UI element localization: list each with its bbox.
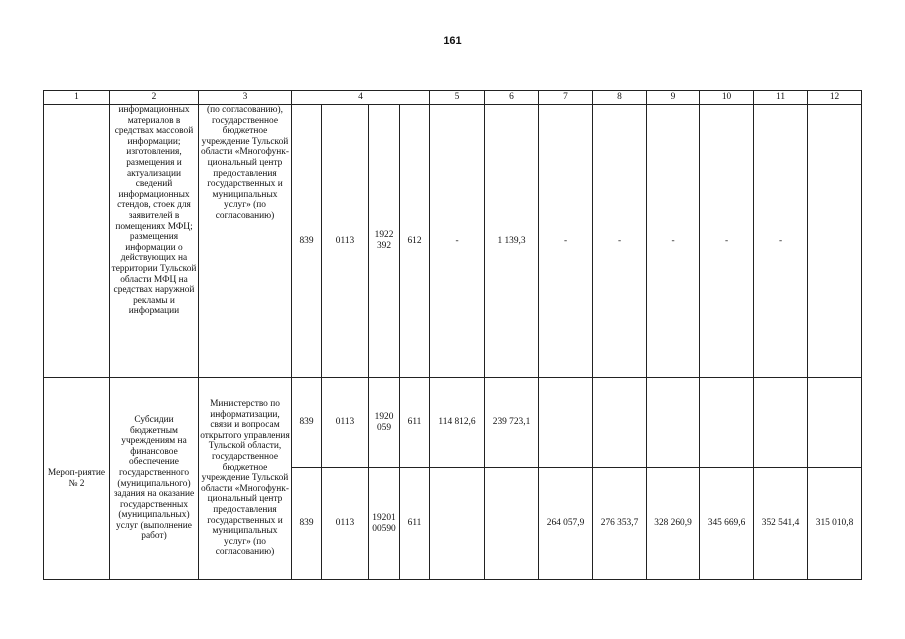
- value-cell: [485, 468, 539, 580]
- header-cell: 11: [754, 91, 808, 105]
- table-row: [44, 378, 862, 468]
- header-cell: 5: [430, 91, 485, 105]
- header-cell: 8: [593, 91, 647, 105]
- value-cell: 114 812,6: [430, 378, 485, 468]
- csr-cell: 1920 059: [369, 378, 400, 468]
- header-cell: 10: [700, 91, 754, 105]
- header-cell: 12: [808, 91, 862, 105]
- rzpr-cell: 0113: [322, 378, 369, 468]
- executor-cell: (по согласованию), государственное бюджетное учреждение Тульской области «Многофунк-циональный центр предоставления государственных и муниципальных услуг» (по согласованию): [199, 105, 292, 378]
- page-number: 161: [443, 35, 462, 47]
- value-cell: [808, 378, 862, 468]
- grbs-cell: 839: [292, 378, 322, 468]
- value-cell: [808, 105, 862, 378]
- value-cell: -: [754, 105, 808, 378]
- value-cell: 328 260,9: [647, 468, 700, 580]
- value-cell: [700, 378, 754, 468]
- header-cell: 2: [110, 91, 199, 105]
- grbs-cell: 839: [292, 468, 322, 580]
- value-cell: 1 139,3: [485, 105, 539, 378]
- value-cell: -: [539, 105, 593, 378]
- csr-cell: 19201 00590: [369, 468, 400, 580]
- header-cell: 6: [485, 91, 539, 105]
- value-cell: 239 723,1: [485, 378, 539, 468]
- csr-cell: 1922 392: [369, 105, 400, 378]
- value-cell: -: [700, 105, 754, 378]
- budget-table: [43, 90, 862, 580]
- value-cell: [647, 378, 700, 468]
- event-cell: [44, 105, 110, 378]
- value-cell: [593, 378, 647, 468]
- vr-cell: 611: [400, 378, 430, 468]
- value-cell: 264 057,9: [539, 468, 593, 580]
- vr-cell: 611: [400, 468, 430, 580]
- value-cell: [430, 468, 485, 580]
- value-cell: -: [647, 105, 700, 378]
- description-cell: Субсидии бюджетным учреждениям на финансовое обеспечение государственного (муниципального) задания на оказание государственных (муниципальных) услуг (выполнение работ): [110, 378, 199, 580]
- header-cell: 4: [292, 91, 430, 105]
- vr-cell: 612: [400, 105, 430, 378]
- value-cell: 315 010,8: [808, 468, 862, 580]
- description-cell: информационных материалов в средствах массовой информации; изготовления, размещения и актуализации сведений информационных стендов, стоек для заявителей в помещениях МФЦ; размещения информации о действующих на территории Тульской области МФЦ на средствах наружной рекламы и информации: [110, 105, 199, 378]
- table-row: [44, 105, 862, 378]
- event-cell: Мероп-риятие № 2: [44, 378, 110, 580]
- value-cell: 276 353,7: [593, 468, 647, 580]
- header-cell: 7: [539, 91, 593, 105]
- header-cell: 3: [199, 91, 292, 105]
- value-cell: 345 669,6: [700, 468, 754, 580]
- rzpr-cell: 0113: [322, 468, 369, 580]
- value-cell: 352 541,4: [754, 468, 808, 580]
- value-cell: -: [593, 105, 647, 378]
- value-cell: -: [430, 105, 485, 378]
- value-cell: [539, 378, 593, 468]
- rzpr-cell: 0113: [322, 105, 369, 378]
- executor-cell: Министерство по информатизации, связи и вопросам открытого управления Тульской области, государственное бюджетное учреждение Тульской области «Многофунк-циональный центр предоставления государственных и муниципальных услуг» (по согласованию): [199, 378, 292, 580]
- header-cell: 9: [647, 91, 700, 105]
- header-cell: 1: [44, 91, 110, 105]
- grbs-cell: 839: [292, 105, 322, 378]
- table-header-row: [44, 91, 862, 105]
- value-cell: [754, 378, 808, 468]
